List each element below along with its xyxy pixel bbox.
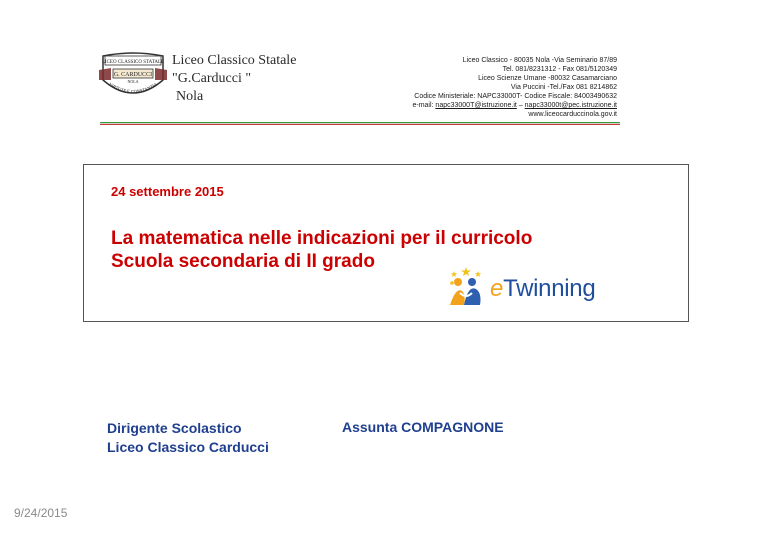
contact-line: Liceo Scienze Umane -80032 Casamarciano xyxy=(478,75,617,82)
title-box xyxy=(83,164,689,322)
crest-sub-text: NOLA xyxy=(127,79,139,84)
contact-info xyxy=(412,56,617,119)
etwinning-word: Twinning xyxy=(503,275,596,302)
slide-title-line2: Scuola secondaria di II grado xyxy=(111,251,375,272)
role-line1: Dirigente Scolastico xyxy=(107,420,242,436)
contact-line: Liceo Classico - 80035 Nola -Via Seminario 87/89 xyxy=(462,57,617,64)
slide-title-line1: La matematica nelle indicazioni per il curricolo xyxy=(111,228,533,249)
contact-line: Tel. 081/8231312 - Fax 081/5120349 xyxy=(502,66,617,73)
school-name-line3: Nola xyxy=(176,89,204,104)
slide-date-heading: 24 settembre 2015 xyxy=(111,184,224,199)
school-crest-logo xyxy=(97,50,169,102)
email-separator: – xyxy=(516,102,525,109)
pec-email-link[interactable]: napc33000t@pec.istruzione.it xyxy=(524,102,617,109)
email-line xyxy=(412,101,617,110)
role-line2: Liceo Classico Carducci xyxy=(107,439,269,455)
contact-line: Via Puccini -Tel./Fax 081 8214862 xyxy=(510,84,617,91)
presenter-name: Assunta COMPAGNONE xyxy=(342,419,504,435)
etwinning-wordmark xyxy=(490,275,595,303)
school-name-line2: "G.Carducci " xyxy=(172,71,252,86)
crest-top-text: LICEO CLASSICO STATALE xyxy=(101,60,165,65)
crest-middle-text: G. CARDUCCI xyxy=(113,72,153,78)
contact-line: Codice Ministeriale: NAPC33000T- Codice Fiscale: 84003490632 xyxy=(414,93,617,100)
school-name-line1: Liceo Classico Statale xyxy=(172,53,297,68)
etwinning-e: e xyxy=(490,275,504,302)
header-divider xyxy=(100,122,620,125)
crest-bottom-text: VIRTUTE E CONSTANTIA xyxy=(107,81,159,95)
presenter-role xyxy=(107,419,269,457)
school-name xyxy=(172,52,296,106)
website-link[interactable]: www.liceocarduccinola.gov.it xyxy=(528,111,617,118)
email-prefix: e-mail: xyxy=(412,102,436,109)
etwinning-figure-icon xyxy=(446,265,486,309)
footer-date: 9/24/2015 xyxy=(14,506,68,520)
email-link[interactable]: napc33000T@istruzione.it xyxy=(435,102,517,109)
